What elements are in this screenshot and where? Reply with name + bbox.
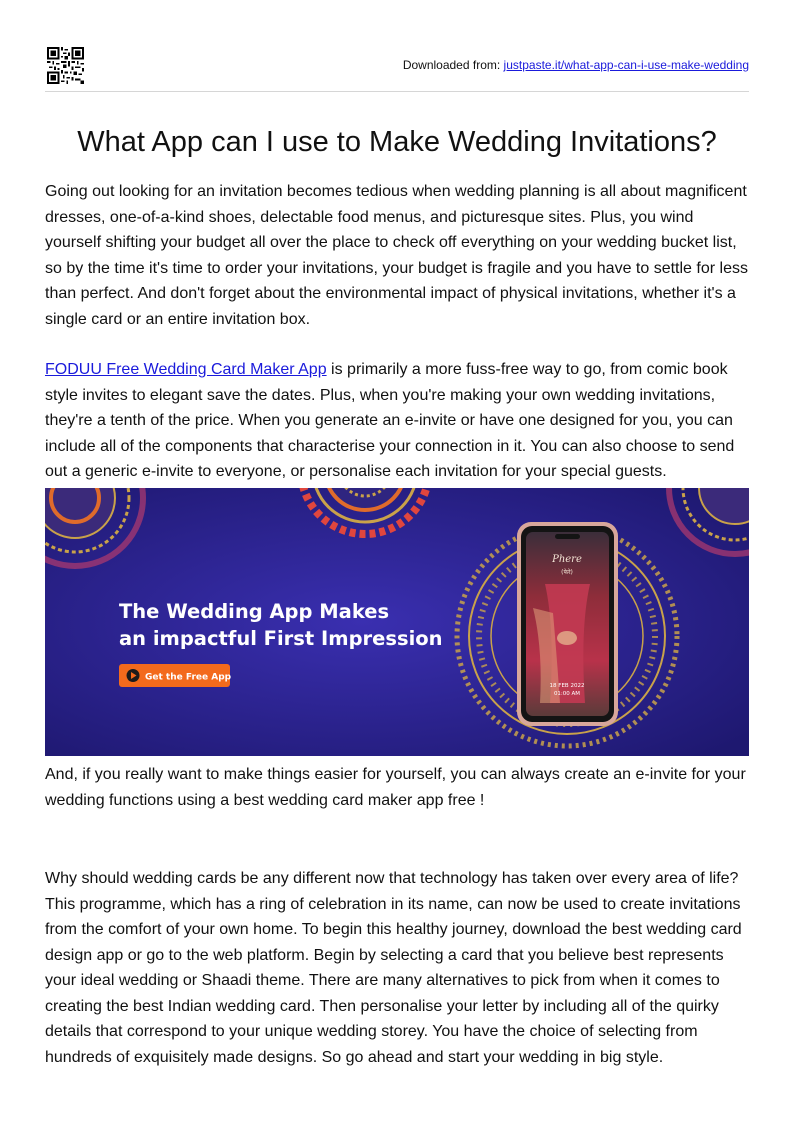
banner-headline-line1: The Wedding App Makes	[119, 600, 390, 623]
downloaded-from-label: Downloaded from:	[402, 58, 501, 72]
phone-time-text: 01:00 AM	[553, 691, 581, 697]
promo-banner-graphic	[45, 488, 749, 756]
page-title: What App can I use to Make Wedding Invitations?	[77, 126, 717, 158]
qr-code-icon	[47, 47, 84, 84]
app-paragraph	[45, 357, 751, 485]
get-free-app-button[interactable]	[119, 664, 232, 687]
phone-subscript-text: (फेरे)	[561, 569, 573, 576]
why-paragraph: Why should wedding cards be any different now that technology has taken over every area of life? This programme, which has a ring of celebration in its name, can now be used to create invitations from the comfort of your own home. To begin this healthy journey, download the best wedding card design app or go to the web platform. Begin by selecting a card that you believe best represents your ideal wedding or Shaadi theme. There are many alternatives to pick from when it comes to creating the best Indian wedding card. Then personalise your letter by including all of the quirky details that correspond to your unique wedding storey. You have the choice of selecting from hundreds of exquisitely made designs. So go ahead and start your wedding in big style.	[45, 870, 742, 1066]
promo-banner	[45, 488, 749, 756]
download-source	[403, 58, 749, 72]
banner-headline-line2: an impactful First Impression	[119, 627, 443, 650]
get-free-app-label: Get the Free App	[145, 672, 232, 683]
foduu-app-link[interactable]: FODUU Free Wedding Card Maker App	[45, 361, 327, 378]
source-link[interactable]: justpaste.it/what-app-can-i-use-make-wedding	[503, 58, 749, 72]
intro-paragraph: Going out looking for an invitation becomes tedious when wedding planning is all about magnificent dresses, one-of-a-kind shoes, delectable food menus, and picturesque sites. Plus, you wind yourself shifting your budget all over the place to check off everything on your wedding bucket list, so by the time it's time to order your invitations, your budget is fragile and you have to settle for less than perfect. And don't forget about the environmental impact of physical invitations, whether it's a single card or an entire invitation box.	[45, 183, 748, 328]
phone-date-text: 18 FEB 2022	[549, 683, 585, 689]
easier-paragraph: And, if you really want to make things easier for yourself, you can always create an e-invite for your wedding functions using a best wedding card maker app free !	[45, 766, 746, 809]
page-header	[45, 45, 749, 92]
app-paragraph-text: is primarily a more fuss-free way to go, from comic book style invites to elegant save the dates. Plus, when you're making your own wedding invitations, they're a tenth of the price. When you generate an e-invite or have one designed for you, you can include all of the components that characterise your connection in it. You can also choose to send out a generic e-invite to everyone, or personalise each invitation for your special guests.	[45, 361, 735, 480]
phone-script-text: Phere	[552, 554, 582, 565]
phone-mockup	[517, 522, 618, 726]
